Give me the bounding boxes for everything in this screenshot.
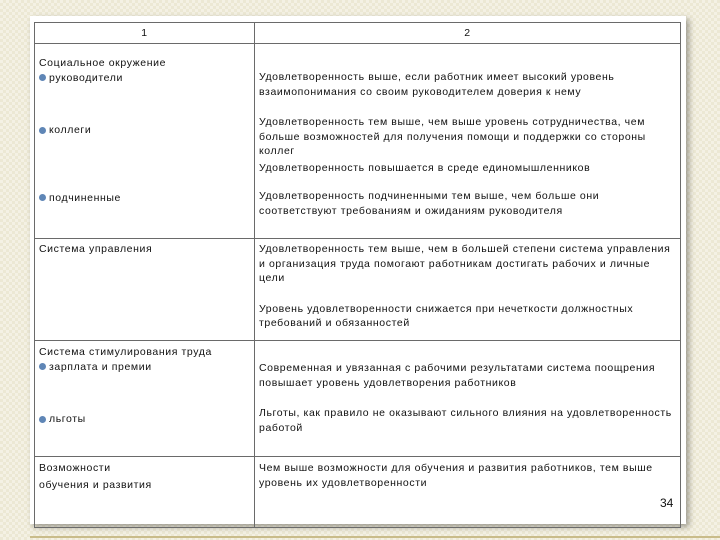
development-description-cell <box>255 457 681 528</box>
satisfaction-factors-table <box>34 22 681 528</box>
bullet-icon <box>39 416 46 423</box>
managers-label: руководители <box>49 71 123 84</box>
incentives-title: Система стимулирования труда <box>39 346 212 358</box>
bullet-icon <box>39 127 46 134</box>
development-title-line-2: обучения и развития <box>39 478 152 491</box>
subordinates-label: подчиненные <box>49 191 121 204</box>
colleagues-label: коллеги <box>49 124 92 136</box>
social-title: Социальное окружение <box>39 57 167 69</box>
colleagues-description: Удовлетворенность тем выше, чем выше уровень сотрудничества, чем больше возможностей для получения помощи и поддержки со стороны коллег <box>259 116 646 157</box>
bullet-icon <box>39 74 46 81</box>
managers-description: Удовлетворенность выше, если работник имеет высокий уровень взаимопонимания со своим руководителем доверия к нему <box>259 71 615 98</box>
social-factors-cell <box>35 44 255 239</box>
development-description: Чем выше возможности для обучения и развития работников, тем выше уровень их удовлетворенности <box>259 462 653 489</box>
header-col-2: 2 <box>255 23 681 44</box>
footer-divider <box>30 536 720 538</box>
salary-label: зарплата и премии <box>49 360 152 373</box>
list-item-subordinates <box>39 191 250 206</box>
incentives-descriptions-cell <box>255 341 681 457</box>
development-title-cell <box>35 457 255 528</box>
management-description-2: Уровень удовлетворенности снижается при нечеткости должностных требований и обязанностей <box>259 302 634 329</box>
management-description-1: Удовлетворенность тем выше, чем в большей степени система управления и организация труда помогают работникам достигать рабочих и личные цели <box>259 243 671 284</box>
table-row-development <box>35 457 681 528</box>
management-title: Система управления <box>39 243 153 255</box>
like-minded-description: Удовлетворенность повышается в среде единомышленников <box>259 161 591 174</box>
bullet-icon <box>39 363 46 370</box>
list-item-colleagues <box>39 123 250 138</box>
development-title-line-1: Возможности <box>39 462 111 474</box>
page-number: 34 <box>660 496 674 510</box>
benefits-label: льготы <box>49 413 86 425</box>
header-col-1: 1 <box>35 23 255 44</box>
subordinates-description: Удовлетворенность подчиненными тем выше, чем больше они соответствуют требованиям и ожиданиям руководителя <box>259 190 600 217</box>
bullet-icon <box>39 194 46 201</box>
table-row-social <box>35 44 681 239</box>
management-descriptions-cell <box>255 239 681 341</box>
list-item-benefits <box>39 412 250 427</box>
benefits-description: Льготы, как правило не оказывают сильного влияния на удовлетворенность работой <box>259 407 672 434</box>
list-item-managers <box>39 71 250 86</box>
list-item-salary <box>39 360 250 375</box>
social-descriptions-cell <box>255 44 681 239</box>
table-row-incentives <box>35 341 681 457</box>
management-title-cell <box>35 239 255 341</box>
incentives-factors-cell <box>35 341 255 457</box>
table-header-row <box>35 23 681 44</box>
table-row-management <box>35 239 681 341</box>
salary-description: Современная и увязанная с рабочими результатами система поощрения повышает уровень удовлетворения работников <box>259 362 656 389</box>
